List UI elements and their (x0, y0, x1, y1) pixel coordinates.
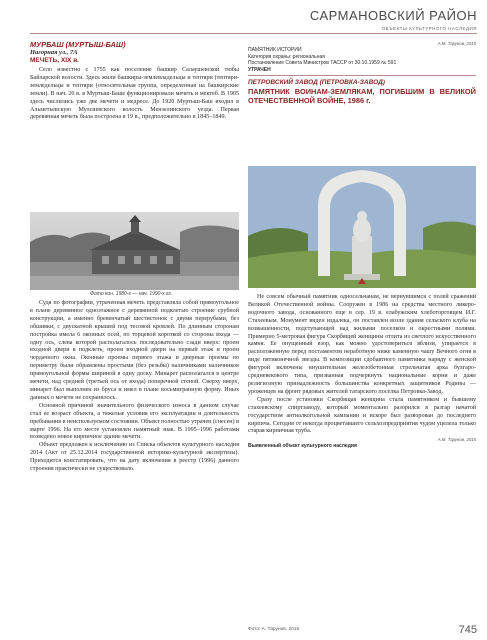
mosque-status: УТРАЧЕН (248, 66, 271, 73)
monument-description (248, 294, 476, 450)
header-subtitle: ОБЪЕКТЫ КУЛЬТУРНОГО НАСЛЕДИЯ (381, 26, 477, 31)
monument-photo-image (248, 166, 476, 288)
mosque-title: МЕЧЕТЬ, XIX в. (30, 57, 79, 64)
header-divider (30, 33, 477, 34)
monument-author: А.М. Тарунов, 2015 (437, 437, 476, 443)
mosque-photo (30, 212, 239, 290)
monument-photo (248, 166, 476, 288)
mosque-category: Категория охраны: региональная (248, 53, 325, 60)
monument-place-name: ПЕТРОВСКИЙ ЗАВОД (ПЕТРОВКА-ЗАВОД) (248, 79, 385, 86)
mosque-author: А.М. Тарунов, 2015 (437, 41, 476, 46)
mosque-decree: Постановление Совета Министров ТАССР от 30.10.1959 № 591 (248, 60, 397, 66)
mosque-para-1: Село известно с 1755 как поселение башкир Салаушевской тюбы Байларской волости. Здесь жили башкиры-землевладельцы и тептяри (тептяри-земледельцы и тептяри (относительная группа, определенная на башкирские земли). В нач. 20 в. в Муртыш-Баше функционировали мечеть и мектеб. В 1905 здесь числились уже две мечети и медресе. До 1920 Муртыш-Баш входил в Альметьевскую Мулсиевского волость Мензелинского уезда. Первая деревянная мечеть была построена в 19 в., предположительно в 1845–1849. (30, 67, 239, 121)
monument-para-1: Не совсем обычный памятник односельчанам, не вернувшимся с полей сражений Великой Отечественной войны. Сооружен в 1986 на средства местного ликеро-водочного завода, основанного еще в сер. 19 в. елабужским хлеботорговцем И.Г. Стахеевым. Монумент виден издалека, он поставлен возле здания сельского клуба на возвышенности, подступающей над жилыми поселком и окрестными полями. Примерно 5-метровая фигура Скорбящей женщины отлита из светлого искусственного камня. Ее опущенный взор, как можно удостовериться вблизи, упирается в расположенную перед постаментом неработную ниже каменную чашу Вечного огня в виде пятиконечной звезды. В композиции сдобавтного памятника наряду с женской фигурой включены внушительная железобетонная стрельчатая арка булгаро-средневекового типа, призванная подчеркнуть национальные корни и даже религиозную принадлежность большинства конкретных защитников Родины — уроженцев на фронт рядовых жителей татарского поселка Петровка-Завод. (248, 294, 476, 395)
monument-para-2: Сразу после установки Скорбящая женщина стала памятником и бывшему стахеевскому спиртзаводу, который моментально разорился в разгар начатой государством антиалкогольной кампании и вскоре был разворован до последнего кирпича. Сегодня от некогда процветавшего сельхозпредприятия чудом уцелела только старая кирпичная труба. (248, 396, 476, 435)
mosque-description (30, 300, 239, 474)
mosque-status-block (248, 40, 476, 105)
mosque-photo-caption: Фото кон. 1980-х — нач. 1990-х гг. (90, 291, 173, 297)
mosque-status-title: ПАМЯТНИК ИСТОРИИ (248, 47, 302, 53)
mosque-para-2: Судя по фотографии, утраченная мечеть представляла собой прямоугольное в плане деревянное одноэтажное с деревянной подклетью строение срубной конструкции, а именно бревенчатый шестистенок с двумя перерубами, без обшивки, с двускатной крышей под тесовой кровлей. По длинным сторонам постройка имела 6 оконных осей, по торцевой короткой со стороны входа — одну ось, слева которой располагалось последовательно сзади вверх: проем входной двери в подклеть, проем входной двери на первый этаж и проем чердачного окна. Оконные проемы первого этажа и дверные проемы по периметру были обрамлены простыми (без резьбы) наличниками наличников прямоугольной формы шириной в одну доску. Минарет располагался в центре мечети, над средней (третьей ось от входа) поперечной стеной. Сверху вверх, минарет был выполнен из бруса и имел в плане восьмигранную форму. Иных данных о мечети не сохранилось. (30, 300, 239, 401)
mosque-address: Нагорная ул., 7А (30, 49, 78, 56)
monument-title: ПАМЯТНИК ВОИНАМ-ЗЕМЛЯКАМ, ПОГИБШИМ В ВЕЛИКОЙ ОТЕЧЕСТВЕННОЙ ВОЙНЕ, 1986 г. (248, 87, 476, 105)
photo-credit: Фото: А. Тарунов, 2016 (248, 627, 300, 632)
mosque-intro (30, 40, 239, 122)
mosque-photo-image (30, 212, 239, 290)
mosque-para-3: Основной причиной значительного физического износа в данном случае стал ее возраст объекта, а тяжелые условия его эксплуатации и длительность пребывания в неиспользуемом состоянии. Объект полностью утрачен (снесен) в марте 1996. На его месте установлен памятный знак. В 1995–1996 работами возведено новое кирпичное здание мечети. (30, 402, 239, 441)
mosque-place-name: МУРБАШ (МУРТЫШ-БАШ) (30, 40, 126, 49)
monument-identified: Выявленный объект культурного наследия (248, 443, 357, 450)
mosque-para-4: Объект предложен к исключению из Списка объектов культурного наследия 2014 (Акт от 25.12.2014 государственной историко-культурной экспертизы). Приходится констатировать, что на дату включения в реестр (1996) данного строения практически не существовало. (30, 442, 239, 473)
header-title: САРМАНОВСКИЙ РАЙОН (309, 8, 477, 23)
page-number: 745 (458, 624, 477, 636)
status-divider (248, 75, 476, 76)
